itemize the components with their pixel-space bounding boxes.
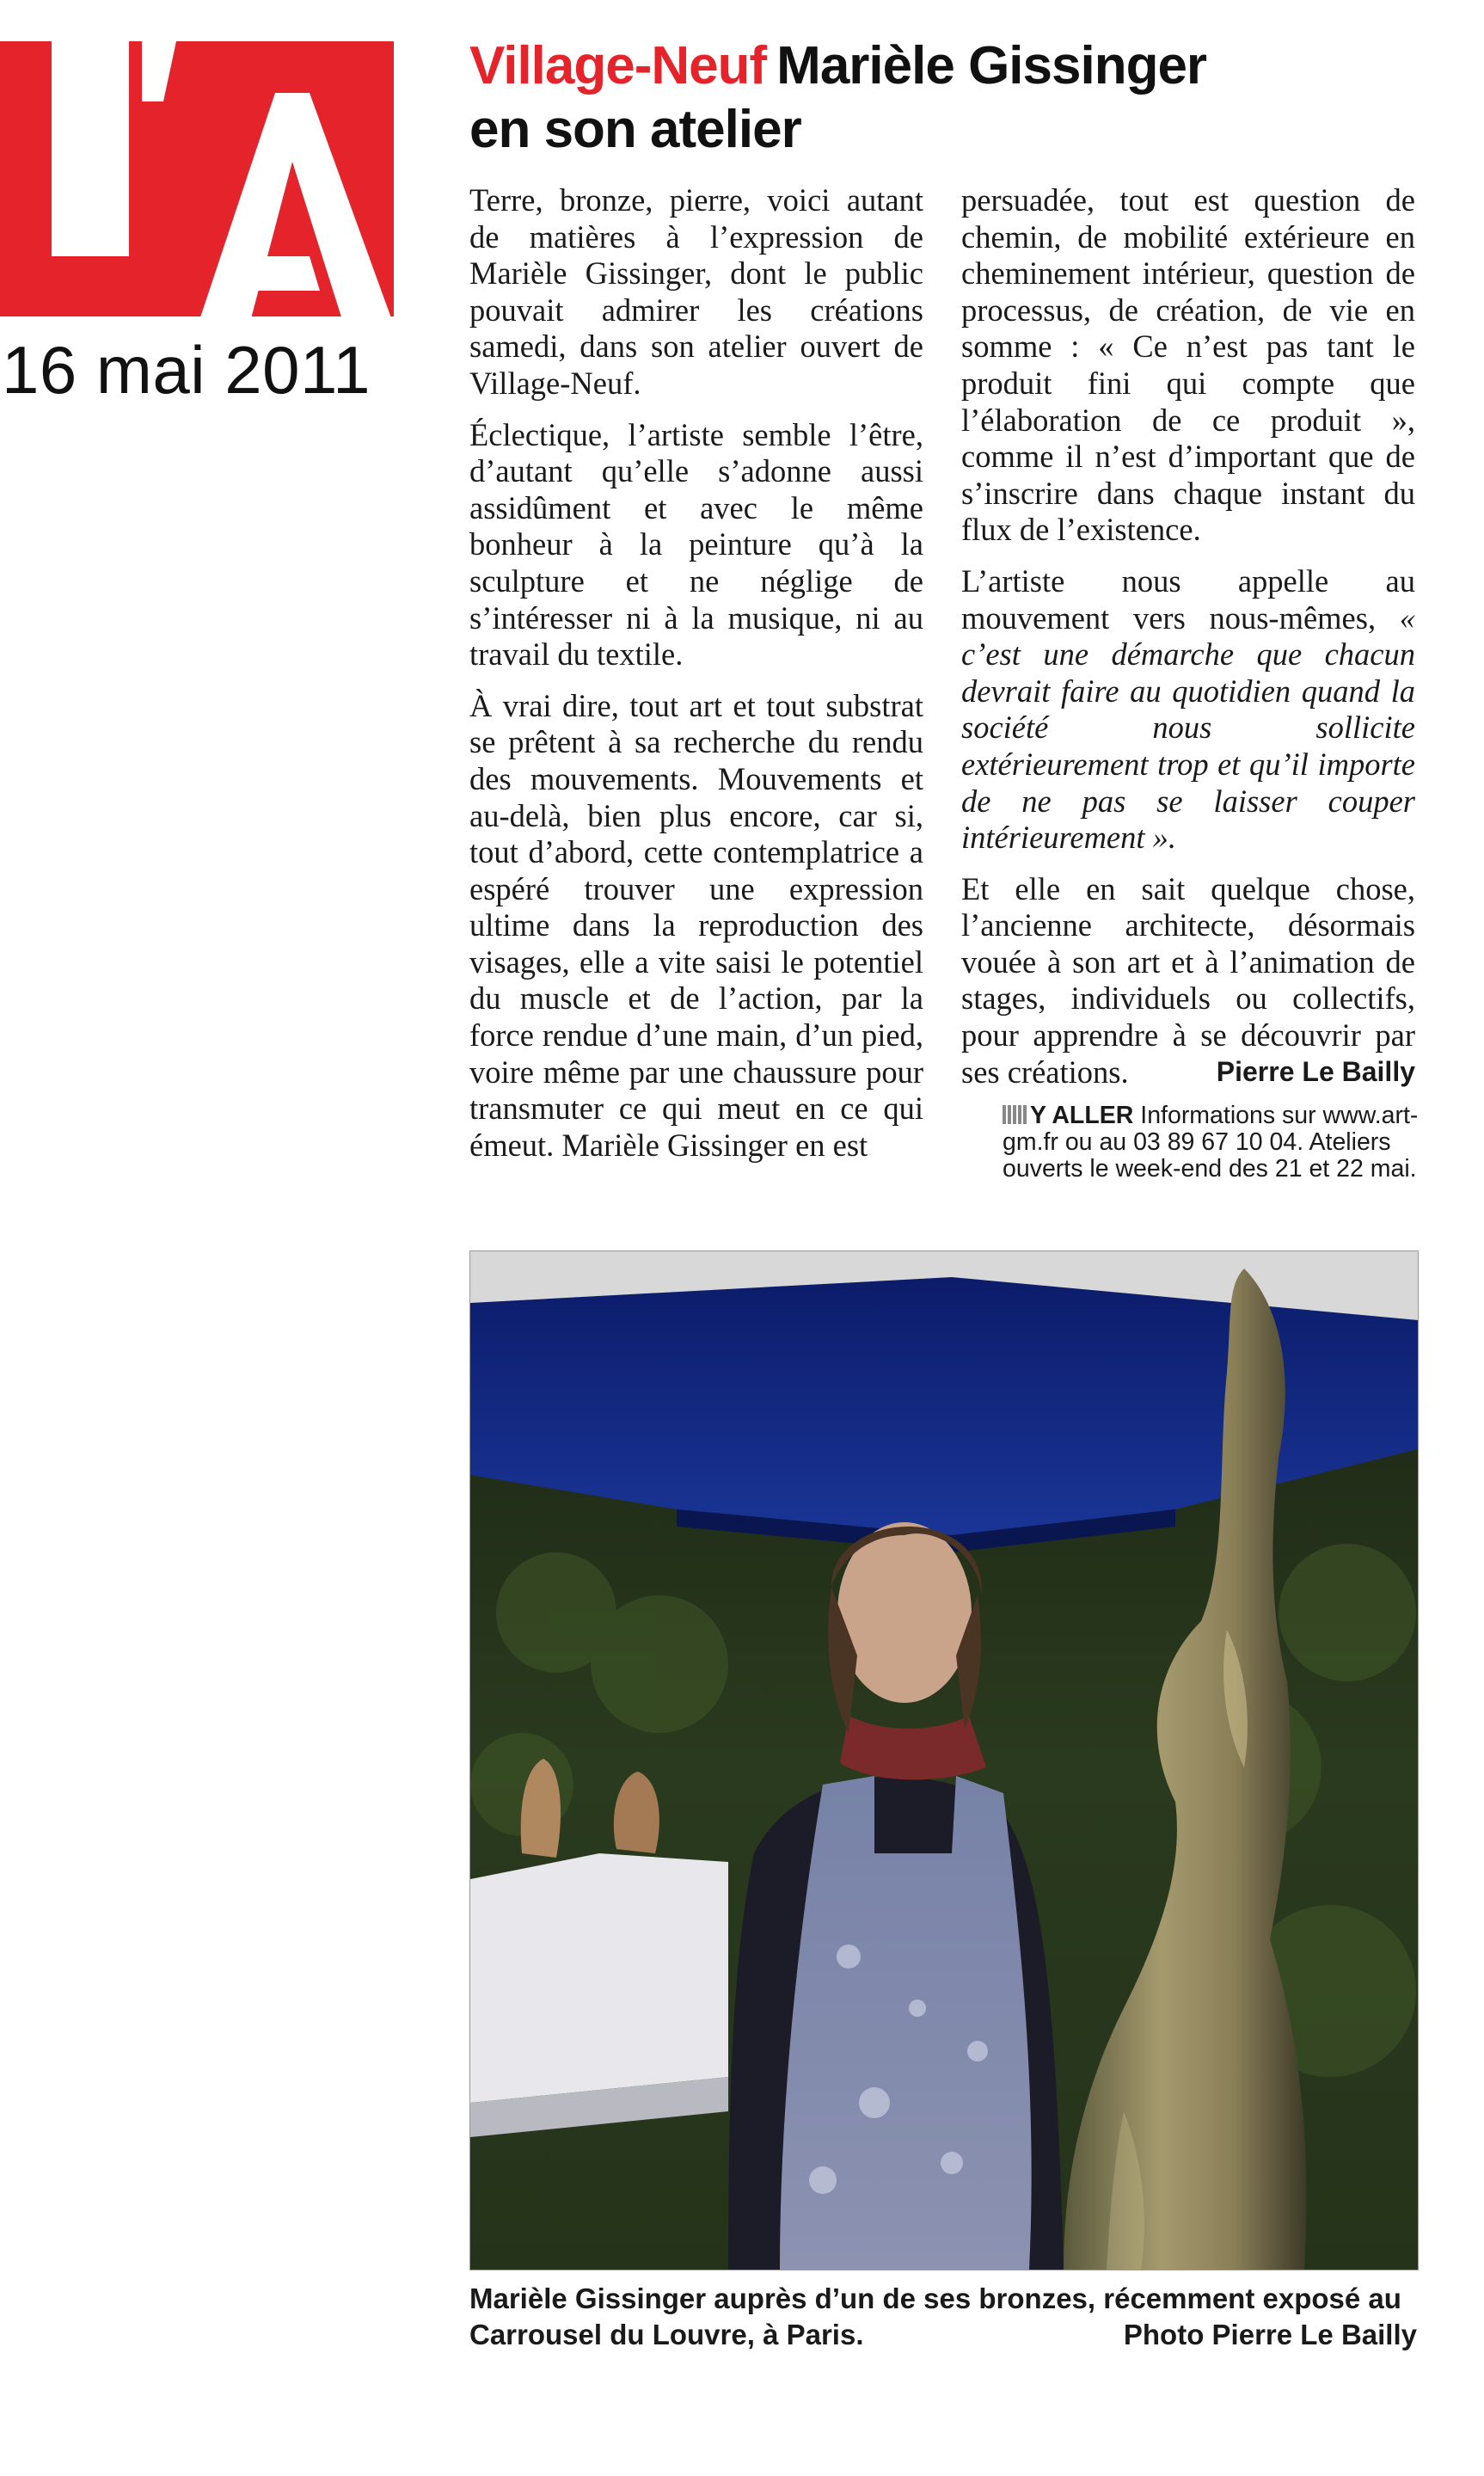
headline-title-part1: Marièle Gissinger [776,36,1207,95]
article-column-1 [469,182,923,1178]
info-tag: Y ALLER [1030,1102,1134,1129]
info-marker-icon [1003,1105,1027,1124]
paragraph-5: Et elle en sait quelque chose, l’ancienne architecte, désormais vouée à son art et à l’animation de stages, individuels ou collectifs, pour apprendre à se découvrir par ses créations. [961,870,1415,1090]
newspaper-logo [0,41,394,325]
paragraph-3-part2: persuadée, tout est question de chemin, de mobilité extérieure en cheminement intérieur, question de processus, de création, de vie en somme : « Ce n’est pas tant le produit fini qui compte que l’élaboration de ce produit », comme il n’est d’important que de s’inscrire dans chaque instant du flux de l’existence. [961,182,1415,548]
photo-credit: Photo Pierre Le Bailly [1123,2319,1417,2350]
article-photo [469,1250,1419,2270]
headline-location: Village-Neuf [469,36,767,95]
info-box [1003,1103,1424,1183]
paragraph-1: Terre, bronze, pierre, voici autant de matières à l’expression de Marièle Gissinger, dont le public pouvait admirer les créations samedi, dans son atelier ouvert de Village-Neuf. [469,182,923,401]
paragraph-4 [961,563,1415,857]
publication-date: 16 mai 2011 [2,332,371,408]
paragraph-4-quote: « c’est une démarche que chacun devrait faire au quotidien quand la société nous sollicite extérieurement trop et qu’il importe de ne pas se laisser couper intérieurement ». [961,599,1415,856]
caption-line-1: Marièle Gissinger auprès d’un de ses bronzes, récemment exposé au [469,2282,1401,2314]
paragraph-2: Éclectique, l’artiste semble l’être, d’autant qu’elle s’adonne aussi assidûment et avec le même bonheur à la peinture qu’à la sculpture et ne néglige de s’intéresser ni à la musique, ni au travail du textile. [469,416,923,673]
photo-caption [469,2281,1417,2353]
article-column-2 [961,182,1415,1105]
caption-place: Carrousel du Louvre, à Paris. [469,2319,864,2350]
logo-graphic [0,41,394,325]
info-text: Informations sur www.art-gm.fr ou au 03 89 67 10 04. Ateliers ouverts le week-end des 21 et 22 mai. [1003,1102,1419,1183]
paragraph-4-text: L’artiste nous appelle au mouvement vers nous-mêmes, [961,562,1415,636]
author-byline: Pierre Le Bailly [1216,1056,1415,1087]
caption-line-2 [469,2317,1417,2353]
article-headline [469,34,1450,162]
paragraph-3-part1: À vrai dire, tout art et tout substrat se prêtent à sa recherche du rendu des mouvements. Mouvements et au-delà, bien plus encore, car si, tout d’abord, cette contemplatrice a espéré trouver une expression ultime dans la reproduction des visages, elle a vite saisi le potentiel du muscle et de l’action, par la force rendue d’une main, d’un pied, voire même par une chaussure pour transmuter ce qui meut en ce qui émeut. Marièle Gissinger en est [469,687,923,1163]
photo-illustration [470,1251,1418,2270]
headline-title-part2: en son atelier [469,100,801,159]
